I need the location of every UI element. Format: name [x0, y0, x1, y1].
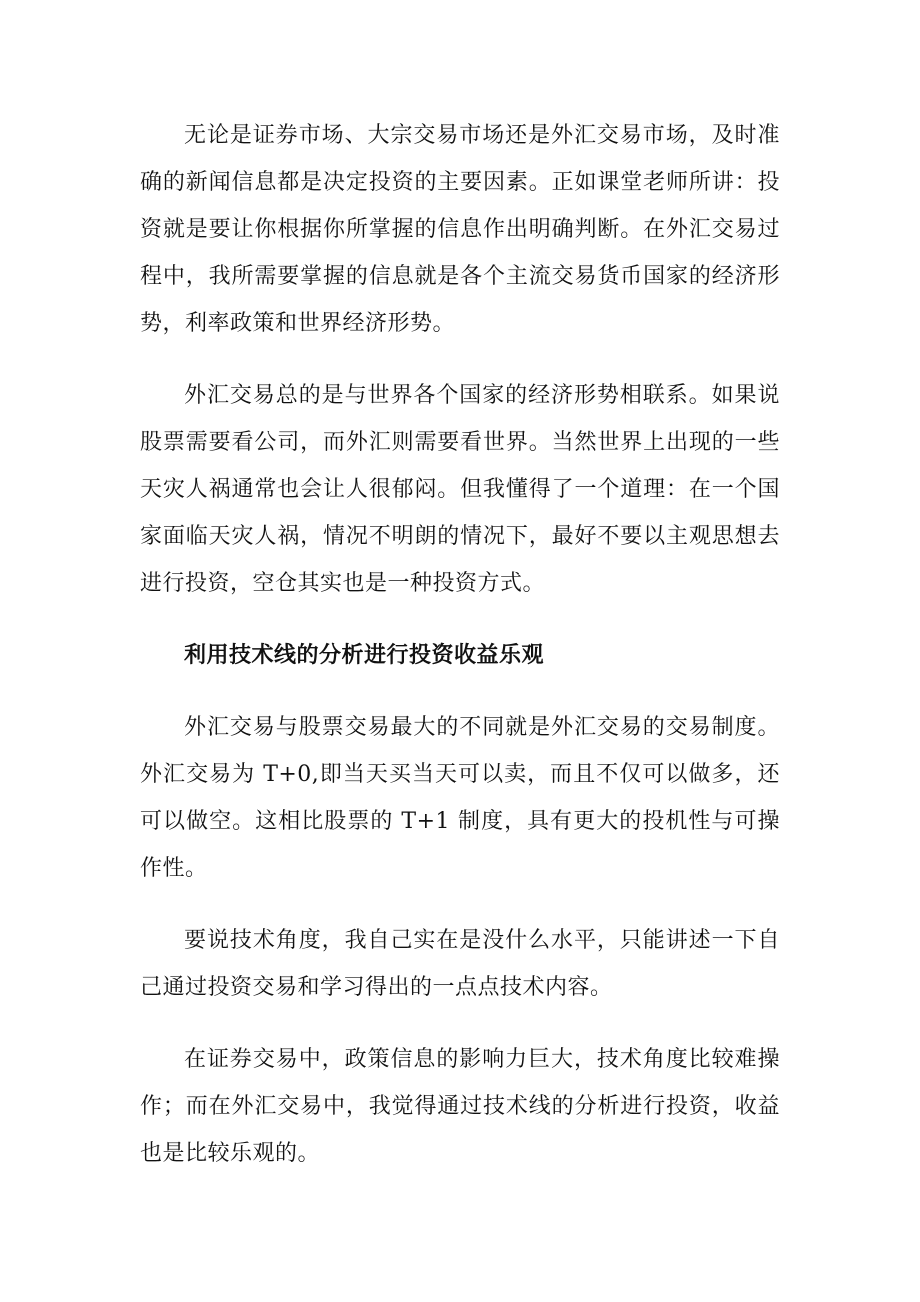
paragraph-technical-angle: 要说技术角度，我自己实在是没什么水平，只能讲述一下自己通过投资交易和学习得出的一点点技术内容。: [140, 928, 780, 1000]
paragraph-world-economy: 外汇交易总的是与世界各个国家的经济形势相联系。如果说股票需要看公司，而外汇则需要看世界。当然世界上出现的一些天灾人祸通常也会让人很郁闷。但我懂得了一个道理：在一个国家面临天灾人祸，情况不明朗的情况下，最好不要以主观思想去进行投资，空仓其实也是一种投资方式。: [140, 383, 780, 596]
paragraph-technical-analysis: 在证券交易中，政策信息的影响力巨大，技术角度比较难操作；而在外汇交易中，我觉得通过技术线的分析进行投资，收益也是比较乐观的。: [140, 1047, 780, 1166]
section-heading: 利用技术线的分析进行投资收益乐观: [184, 642, 545, 668]
document-body: [140, 112, 780, 1202]
paragraph-trading-system: 外汇交易与股票交易最大的不同就是外汇交易的交易制度。外汇交易为 T+0,即当天买当天可以卖，而且不仅可以做多，还可以做空。这相比股票的 T+1 制度，具有更大的投机性与可操作性。: [140, 715, 780, 881]
paragraph-news-importance: 无论是证券市场、大宗交易市场还是外汇交易市场，及时准确的新闻信息都是决定投资的主要因素。正如课堂老师所讲：投资就是要让你根据你所掌握的信息作出明确判断。在外汇交易过程中，我所需要掌握的信息就是各个主流交易货币国家的经济形势，利率政策和世界经济形势。: [140, 123, 780, 336]
